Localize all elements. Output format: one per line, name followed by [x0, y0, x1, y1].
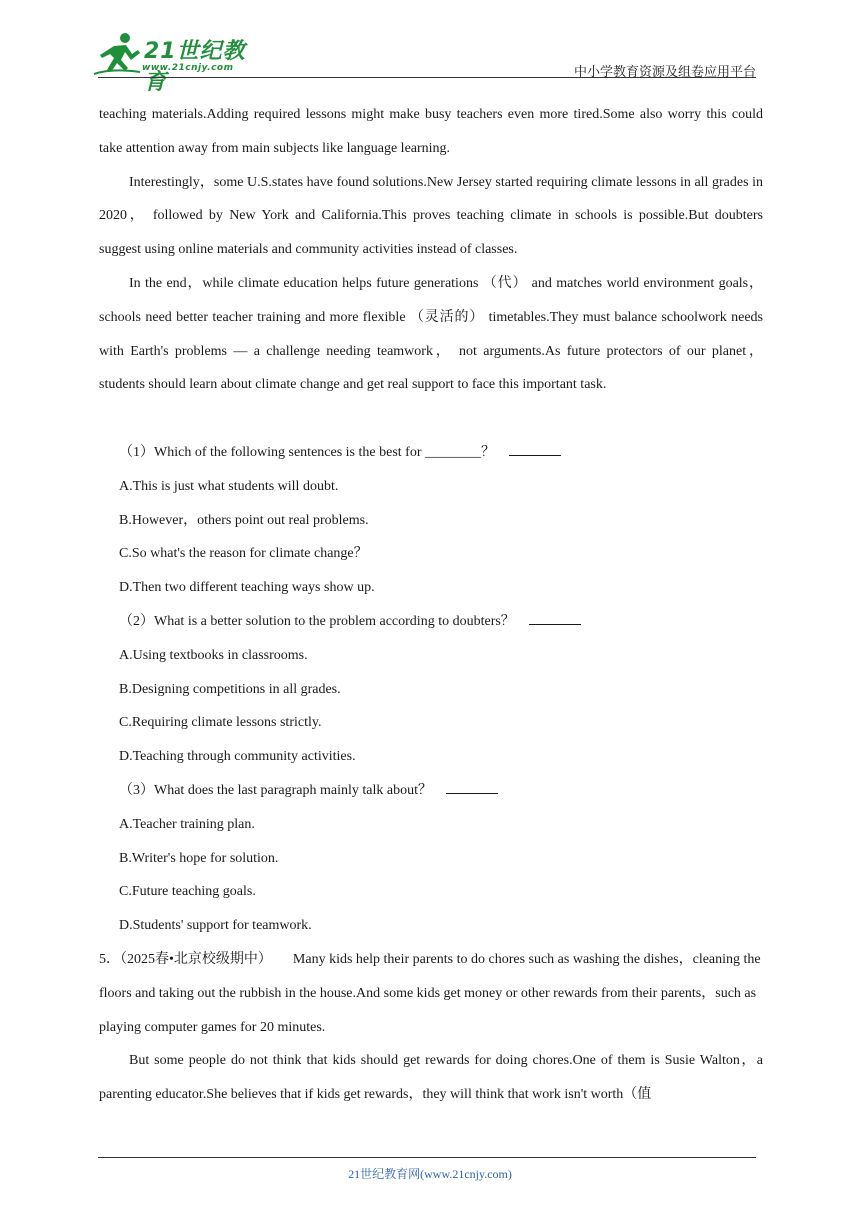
answer-blank[interactable]: [529, 612, 581, 625]
site-logo: [92, 30, 267, 95]
question-number: 5．: [99, 951, 120, 967]
logo-text: 21世纪教育: [144, 39, 246, 95]
option-b: B.Writer's hope for solution.: [119, 850, 279, 866]
logo-url: www.21cnjy.com: [142, 63, 234, 73]
passage-paragraph: In the end，while climate education helps future generations （代） and matches world environment goals，schools need better teacher training and more flexible （灵活的） timetables.They must balance schoolwork needs with Earth's problems — a challenge needing teamwork， not arguments.As future protectors of our planet， students should learn about climate change and get real support to face this important task.: [99, 275, 763, 393]
option-c: C.So what's the reason for climate change？: [119, 546, 368, 562]
option-a: A.Teacher training plan.: [119, 816, 255, 832]
question-2: [99, 605, 763, 774]
question-stem: （2）What is a better solution to the problem according to doubters？: [99, 605, 763, 639]
option-a: A.This is just what students will doubt.: [119, 478, 339, 494]
question-5: [99, 943, 763, 1112]
answer-blank[interactable]: [509, 443, 561, 456]
footer-link[interactable]: 21世纪教育网(www.21cnjy.com): [348, 1167, 512, 1181]
passage-paragraph: But some people do not think that kids should get rewards for doing chores.One of them is Susie Walton，a parenting educator.She believes that if kids get rewards，they will think that work isn't worth（值: [99, 1053, 763, 1103]
header-divider: [98, 77, 756, 78]
page-header: [0, 0, 860, 95]
running-man-icon: [92, 30, 144, 76]
question-stem: （1）Which of the following sentences is the best for ________？: [99, 436, 763, 470]
question-1: [99, 436, 763, 605]
question-source: （2025春•北京校级期中）: [120, 951, 272, 967]
option-b: B.However，others point out real problems.: [119, 512, 369, 528]
passage-paragraph: teaching materials.Adding required lessons might make busy teachers even more tired.Some also worry this could take attention away from main subjects like language learning.: [99, 107, 763, 156]
header-platform-text: 中小学教育资源及组卷应用平台: [573, 65, 756, 80]
option-b: B.Designing competitions in all grades.: [119, 681, 341, 697]
option-c: C.Requiring climate lessons strictly.: [119, 715, 322, 731]
question-3: [99, 774, 763, 943]
option-a: A.Using textbooks in classrooms.: [119, 647, 308, 663]
option-d: D.Then two different teaching ways show up.: [119, 580, 375, 596]
spacer: [99, 402, 763, 436]
answer-blank[interactable]: [446, 781, 498, 794]
question-5-first-paragraph: [99, 943, 763, 1044]
footer-divider: [98, 1157, 756, 1158]
passage-text: Many kids help their parents to do chores such as washing the dishes，cleaning the floors and taking out the rubbish in the house.And some kids get money or other rewards from their parents，such as playing computer games for 20 minutes.: [99, 951, 761, 1035]
passage-paragraph: Interestingly，some U.S.states have found solutions.New Jersey started requiring climate lessons in all grades in 2020， followed by New York and California.This proves teaching climate in schools is possible.But doubters suggest using online materials and community activities instead of classes.: [99, 174, 763, 258]
page-content: [99, 98, 763, 1112]
option-d: D.Students' support for teamwork.: [119, 918, 312, 934]
question-stem: （3）What does the last paragraph mainly talk about？: [99, 774, 763, 808]
option-d: D.Teaching through community activities.: [119, 749, 356, 765]
option-c: C.Future teaching goals.: [119, 884, 256, 900]
